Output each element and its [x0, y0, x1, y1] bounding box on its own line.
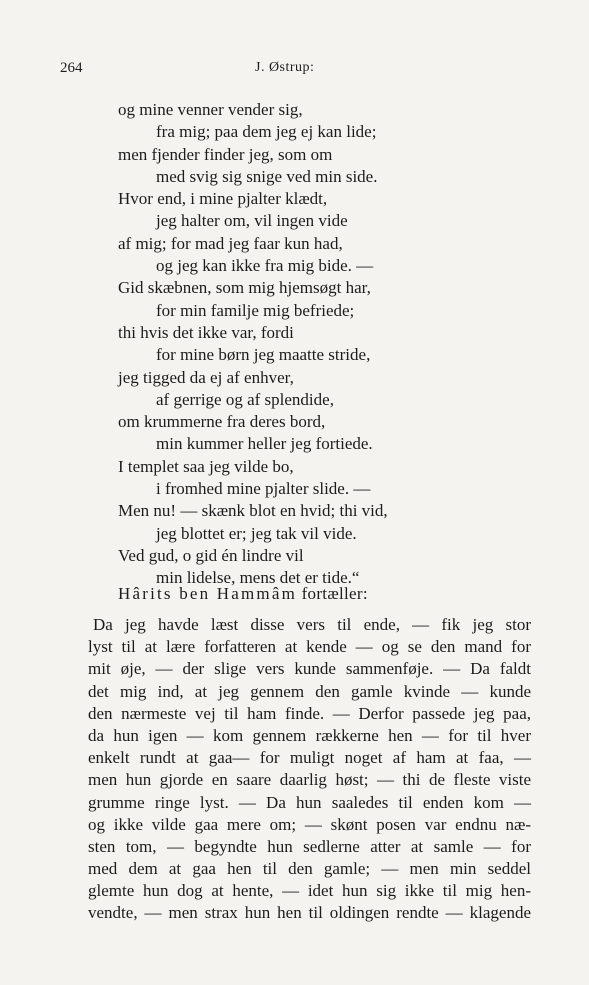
- verse-line: min lidelse, mens det er tide.“: [156, 568, 360, 588]
- prose-line: Da jeg havde læst disse vers til ende, — fik jeg stor: [93, 615, 531, 634]
- prose-line: vendte, — men strax hun hen til oldingen rendte — klagende: [88, 903, 531, 923]
- page-number: 264: [60, 60, 83, 76]
- verse-line: af gerrige og af splendide,: [156, 389, 334, 409]
- verse-line: med svig sig snige ved min side.: [156, 166, 378, 186]
- verse-line: om krummerne fra deres bord,: [118, 412, 326, 432]
- verse-line: fra mig; paa dem jeg ej kan lide;: [156, 122, 377, 142]
- verse-line: min kummer heller jeg fortiede.: [156, 434, 373, 454]
- verse-line: og jeg kan ikke fra mig bide. —: [156, 256, 374, 276]
- running-head: J. Østrup:: [255, 60, 315, 75]
- prose-line: sten tom, — begyndte hun sedlerne atter at samle — for: [88, 836, 531, 856]
- verse-line: men fjender finder jeg, som om: [118, 144, 333, 164]
- prose-line: mit øje, — der slige vers kunde sammenføje. — Da faldt: [88, 659, 531, 679]
- prose-line: med dem at gaa hen til den gamle; — men min seddel: [88, 859, 531, 879]
- verse-line: I templet saa jeg vilde bo,: [118, 456, 294, 476]
- verse-line: jeg tigged da ej af enhver,: [118, 367, 294, 387]
- verse-line: for min familje mig befriede;: [156, 300, 355, 320]
- verse-line: Hvor end, i mine pjalter klædt,: [118, 189, 328, 209]
- verse-line: thi hvis det ikke var, fordi: [118, 322, 294, 342]
- verse-line: af mig; for mad jeg faar kun had,: [118, 233, 343, 253]
- prose-block: [88, 614, 531, 925]
- verse-line: Gid skæbnen, som mig hjemsøgt har,: [118, 278, 371, 298]
- poem-block: [118, 99, 518, 590]
- verse-line: Ved gud, o gid én lindre vil: [118, 545, 304, 565]
- prose-line: men hun gjorde en saare daarlig høst; — thi de fleste viste: [88, 770, 531, 790]
- speaker-line: [118, 584, 368, 604]
- verse-line: for mine børn jeg maatte stride,: [156, 345, 371, 365]
- prose-line: lyst til at lære forfatteren at kende — og se den mand for: [88, 637, 531, 657]
- prose-line: grumme ringe lyst. — Da hun saaledes til enden kom —: [88, 792, 531, 812]
- speaker-verb: fortæller:: [297, 584, 368, 603]
- speaker-name: Hârits ben Hammâm: [118, 584, 298, 603]
- prose-line: da hun igen — kom gennem rækkerne hen — for til hver: [88, 725, 531, 745]
- prose-line: og ikke vilde gaa mere om; — skønt posen var endnu næ-: [88, 814, 531, 834]
- prose-line: den nærmeste vej til ham finde. — Derfor passede jeg paa,: [88, 703, 531, 723]
- page-header: [60, 60, 530, 82]
- verse-line: og mine venner vender sig,: [118, 100, 303, 119]
- verse-line: jeg halter om, vil ingen vide: [156, 211, 348, 231]
- prose-line: enkelt rundt at gaa— for muligt noget af ham at faa, —: [88, 748, 531, 768]
- verse-line: jeg blottet er; jeg tak vil vide.: [156, 523, 357, 543]
- verse-line: i fromhed mine pjalter slide. —: [156, 479, 371, 499]
- verse-line: Men nu! — skænk blot en hvid; thi vid,: [118, 501, 388, 521]
- prose-line: det mig ind, at jeg gennem den gamle kvinde — kunde: [88, 681, 531, 701]
- prose-line: glemte hun dog at hente, — idet hun sig ikke til mig hen-: [88, 881, 531, 901]
